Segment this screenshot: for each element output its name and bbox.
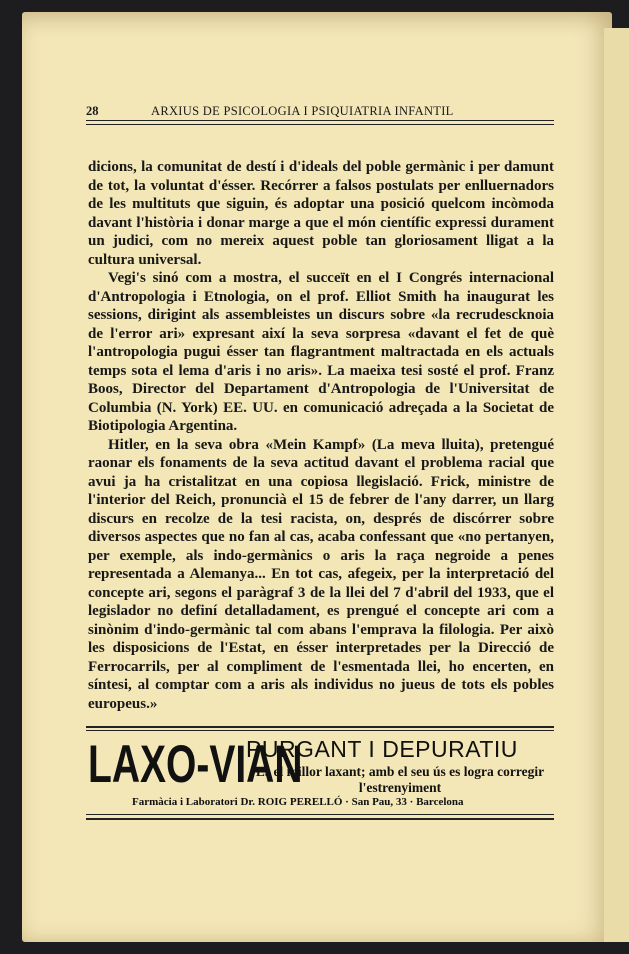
page-number: 28	[86, 104, 99, 118]
ad-footer: Farmàcia i Laboratori Dr. ROIG PERELLÓ · San Pau, 33 · Barcelona	[132, 796, 464, 808]
header-rule-top	[86, 120, 554, 121]
ad-rule-bottom	[86, 818, 554, 820]
ad-rule-top-thin	[86, 730, 554, 731]
page-edge	[604, 28, 629, 942]
ad-headline: PURGANT I DEPURATIU	[246, 736, 518, 762]
header-rule-bottom	[86, 124, 554, 125]
ad-brand-logo: LAXO-VIAN	[88, 734, 303, 794]
ad-tagline: Es el millor laxant; amb el seu ús es logra corregir l'estrenyiment	[255, 764, 545, 795]
paragraph: dicions, la comunitat de destí i d'ideals del poble germànic i per damunt de tot, la voluntat d'ésser. Recórrer a falsos postulats per enlluernadors de les multituts que siguin, és adoptar una posició quelcom incòmoda davant l'història i donar marge a que el món científic expressi durament un judici, com no mereix aquest poble tan gloriosament lligat a la cultura universal.	[88, 159, 554, 268]
ad-rule-bottom-thin	[86, 814, 554, 815]
ad-rule-top	[86, 726, 554, 728]
article-body	[88, 158, 554, 713]
paragraph: Hitler, en la seva obra «Mein Kampf» (La meva lluita), pretengué raonar els fonaments de la seva actitud davant el problema racial que avui ja ha cristalitzat en una copiosa llegislació. Frick, ministre de l'interior del Reich, pronuncià el 15 de febrer de l'any darrer, un llarg discurs en recolze de la tesi racista, on, després de discórrer sobre diversos aspectes que no fan al cas, acaba confessant que «no pertanyen, per exemple, als indo-germànics o aris la raça negroide a penes representada a Alemanya... En tot cas, afegeix, per la interpretació del concepte ari, segons el paràgraf 3 de la llei del 7 d'abril del 1933, que el legislador no definí detalladament, es prengué el concepte ari com a sinònim d'indo-germànic tal com abans l'emprava la filologia. Per això les disposicions de l'Estat, en ésser interpretades per la Direcció de Ferrocarrils, per al compliment de l'esmentada llei, ho encerten, en síntesi, al comptar com a aris als individus no jueus de tots els pobles europeus.»	[88, 436, 554, 712]
journal-title: ARXIUS DE PSICOLOGIA I PSIQUIATRIA INFANTIL	[151, 104, 454, 118]
paragraph: Vegi's sinó com a mostra, el succeït en el I Congrés internacional d'Antropologia i Etnologia, on el prof. Elliot Smith ha inaugurat les sessions, dirigint als assembleistes un discurs sobre «la recrudescknoia de l'error ari» expresant així la seva sorpresa «davant el fet de què l'antropologia pugui ésser tan flagrantment maltractada en els actuals temps sota el lema d'aris i no aris». La maeixa tesi sosté el prof. Franz Boos, Director del Departament d'Antropologia de l'Universitat de Columbia (N. York) EE. UU. en comunicació adreçada a la Societat de Biotipologia Argentina.	[88, 270, 554, 434]
